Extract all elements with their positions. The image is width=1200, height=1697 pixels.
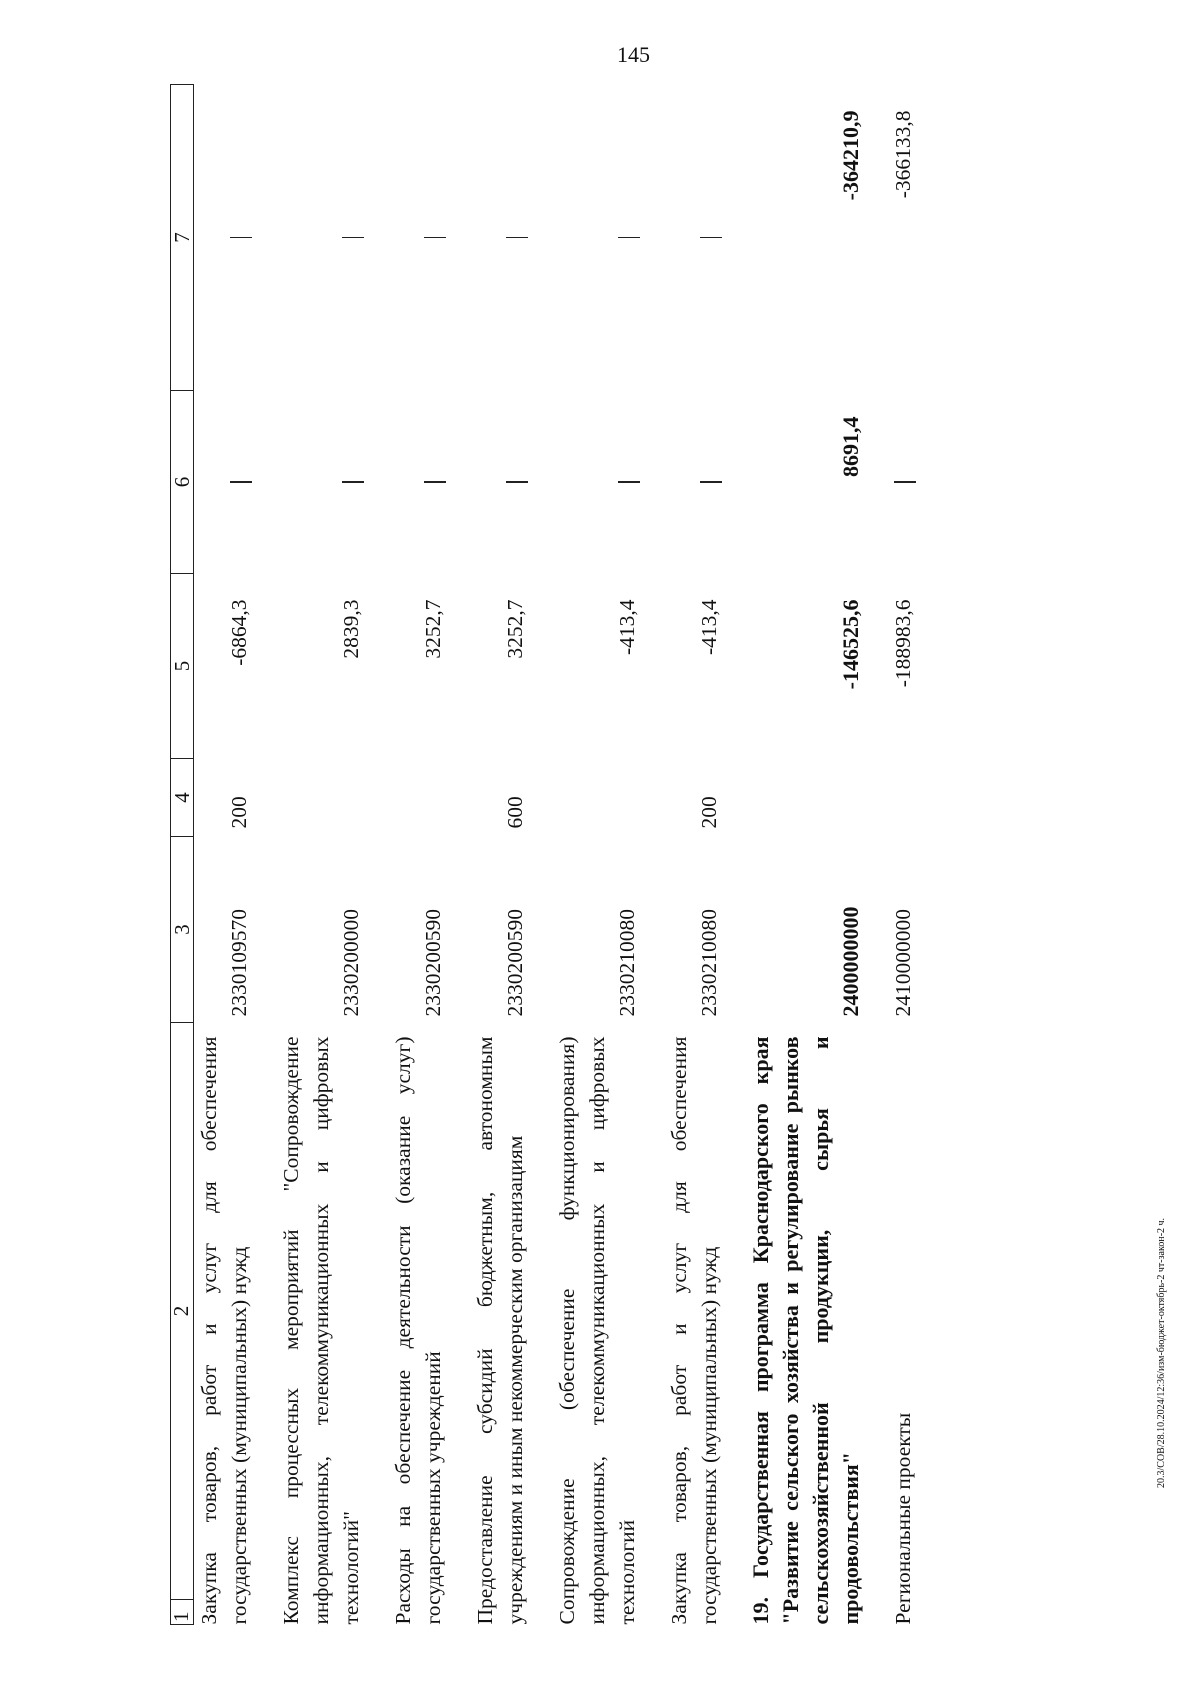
row-value-6 (664, 391, 746, 574)
row-value-6 (276, 391, 388, 574)
row-value-6 (552, 391, 664, 574)
row-kvr (746, 759, 888, 837)
footer-note (1156, 1217, 1167, 1489)
dash-mark (424, 481, 446, 483)
row-kvr (388, 759, 470, 837)
row-value-5: -413,4 (615, 599, 639, 656)
table-row (470, 85, 552, 1625)
header-cell-1: 1 (171, 1599, 193, 1624)
row-kvr (888, 759, 940, 837)
row-code: 2330200590 (421, 909, 445, 1017)
row-code: 2330210080 (615, 909, 639, 1017)
dash-mark (700, 237, 722, 239)
row-value-5: -188983,6 (891, 599, 915, 688)
header-cell-6: 6 (171, 391, 194, 574)
row-value-5: 3252,7 (503, 599, 527, 659)
row-name: Региональные проекты (891, 1412, 915, 1625)
row-value-6: 8691,4 (838, 416, 863, 477)
row-value-7 (664, 85, 746, 391)
row-value-6 (388, 391, 470, 574)
budget-table (170, 84, 940, 1625)
dash-mark (424, 237, 446, 239)
header-cell-7: 7 (171, 85, 194, 391)
row-kvr (276, 759, 388, 837)
table-body (194, 85, 941, 1625)
header-cell-4: 4 (171, 759, 194, 837)
table-row (664, 85, 746, 1625)
row-name: Расходы на обеспечение деятельности (оказание услуг) государственных учреждений (391, 1036, 445, 1625)
rotated-table-container (170, 85, 1110, 1625)
row-name: Предоставление субсидий бюджетным, автономным учреждениям и иным некоммерческим организациям (473, 1036, 527, 1625)
row-name: Сопровождение (обеспечение функционирования) информационных, телекоммуникационных и цифровых технологий (555, 1036, 639, 1625)
footer-note-text: 20.3/СОВ/28.10.2024/12:36/изм-бюджет-октябрь-2 чт-закон-2 ч. (1156, 1217, 1167, 1488)
row-value-7 (470, 85, 552, 391)
row-code: 2330200000 (339, 909, 363, 1017)
row-value-7 (194, 85, 277, 391)
row-value-5: -6864,3 (227, 599, 251, 666)
row-value-5: -146525,6 (838, 599, 863, 690)
row-name: 19. Государственная программа Краснодарского края "Развитие сельского хозяйства и регулирование рынков сельскохозяйственной продукции, сырья и продовольствия" (748, 1036, 863, 1625)
table-header (171, 85, 194, 1625)
row-code: 2330200590 (503, 909, 527, 1017)
row-value-5: 3252,7 (421, 599, 445, 659)
row-kvr (552, 759, 664, 837)
header-cell (171, 1023, 194, 1625)
dash-mark (894, 481, 916, 483)
row-value-7 (276, 85, 388, 391)
row-name: Комплекс процессных мероприятий "Сопровождение информационных, телекоммуникационных и цифровых технологий" (279, 1036, 363, 1625)
row-value-5: 2839,3 (339, 599, 363, 659)
page-number: 145 (617, 42, 650, 67)
row-value-5: -413,4 (697, 599, 721, 656)
dash-mark (342, 237, 364, 239)
row-name: Закупка товаров, работ и услуг для обеспечения государственных (муниципальных) нужд (197, 1036, 251, 1625)
row-value-7: -364210,9 (838, 110, 863, 201)
dash-mark (700, 481, 722, 483)
dash-mark (618, 237, 640, 239)
dash-mark (506, 481, 528, 483)
table-row (746, 85, 888, 1625)
row-value-7: -366133,8 (891, 110, 915, 199)
header-cell-5: 5 (171, 574, 194, 759)
row-value-6 (470, 391, 552, 574)
table-row (888, 85, 940, 1625)
table-row (388, 85, 470, 1625)
row-name: Закупка товаров, работ и услуг для обеспечения государственных (муниципальных) нужд (667, 1036, 721, 1625)
row-value-6 (194, 391, 277, 574)
row-kvr: 200 (227, 796, 251, 829)
table-row (276, 85, 388, 1625)
dash-mark (230, 481, 252, 483)
row-value-7 (388, 85, 470, 391)
row-value-6 (888, 391, 940, 574)
row-code: 2330109570 (227, 909, 251, 1017)
dash-mark (506, 237, 528, 239)
row-kvr: 600 (503, 796, 527, 829)
row-code: 2410000000 (891, 909, 915, 1017)
header-cell-2: 2 (169, 1305, 193, 1317)
row-value-7 (552, 85, 664, 391)
table-row (194, 85, 277, 1625)
row-code: 2400000000 (838, 906, 863, 1017)
dash-mark (618, 481, 640, 483)
table-row (552, 85, 664, 1625)
row-code: 2330210080 (697, 909, 721, 1017)
dash-mark (342, 481, 364, 483)
row-kvr: 200 (697, 796, 721, 829)
header-cell-3: 3 (171, 837, 194, 1023)
dash-mark (230, 237, 252, 239)
